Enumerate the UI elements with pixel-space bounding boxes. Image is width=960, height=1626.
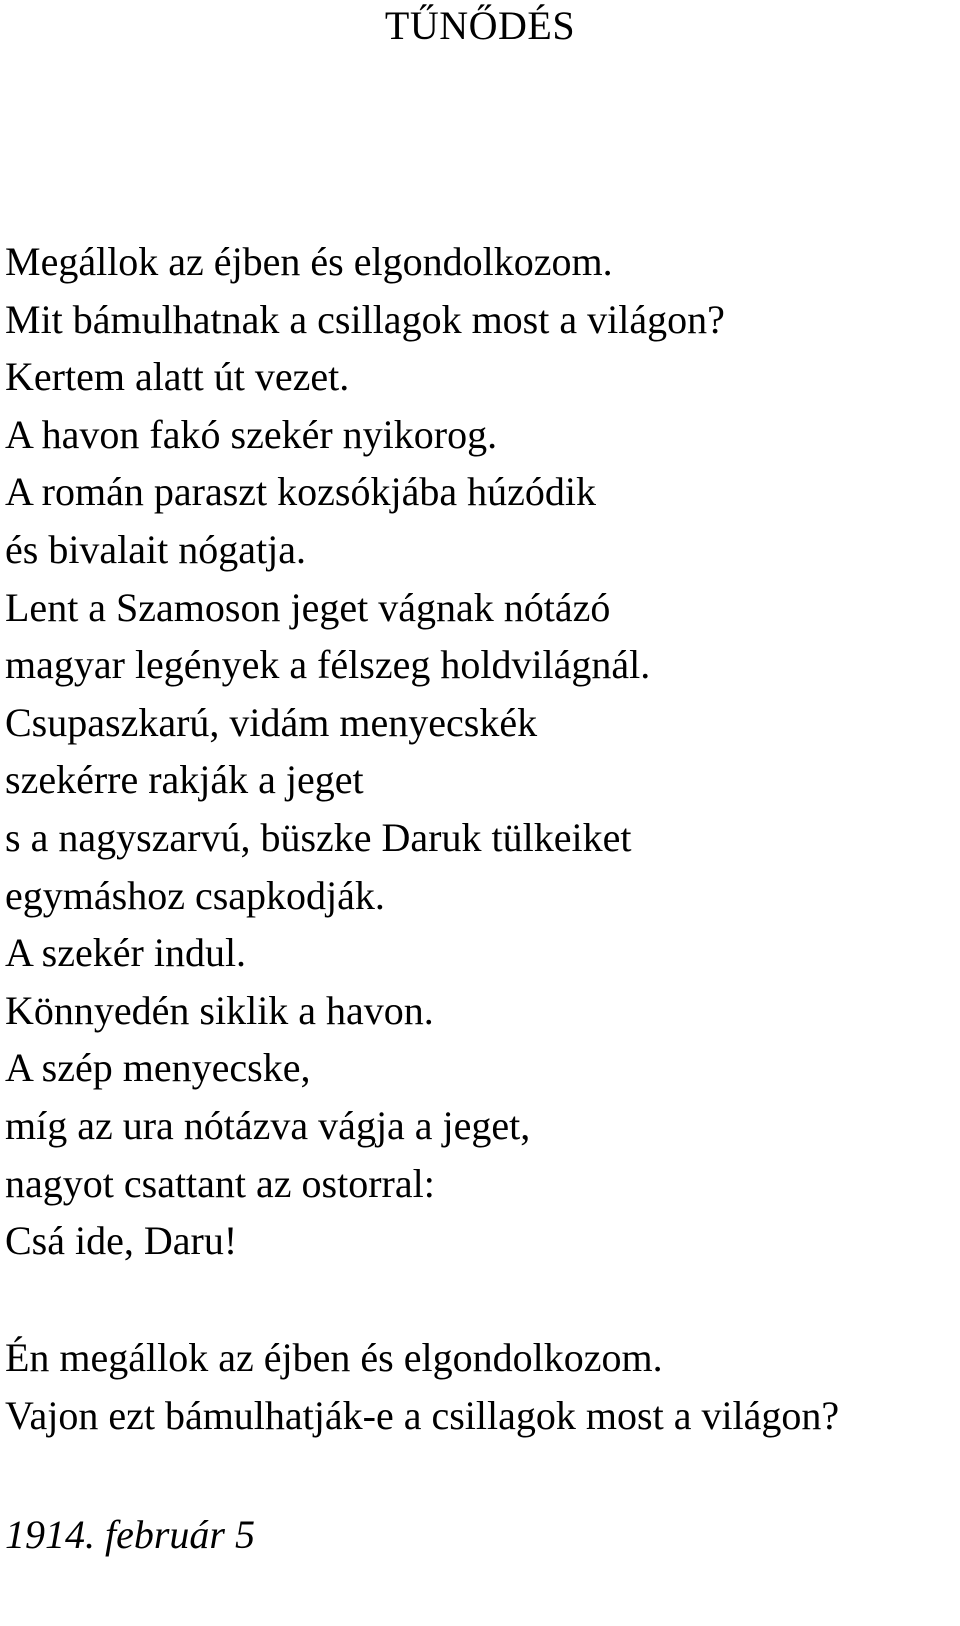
poem-line: A szekér indul. <box>5 930 247 976</box>
poem-line: Kertem alatt út vezet. <box>5 354 350 400</box>
poem-line: Lent a Szamoson jeget vágnak nótázó <box>5 584 611 630</box>
poem-line: magyar legények a félszeg holdvilágnál. <box>5 642 651 688</box>
poem-line: egymáshoz csapkodják. <box>5 872 385 918</box>
poem-line: Csá ide, Daru! <box>5 1218 238 1264</box>
poem-line: Könnyedén siklik a havon. <box>5 987 434 1033</box>
poem-line: Mit bámulhatnak a csillagok most a világon? <box>5 296 725 342</box>
poem-line: A szép menyecske, <box>5 1045 311 1091</box>
poem-line: Megállok az éjben és elgondolkozom. <box>5 239 613 284</box>
poem-line: A román paraszt kozsókjába húzódik <box>5 469 596 515</box>
poem-line: és bivalait nógatja. <box>5 526 307 572</box>
poem-line: szekérre rakják a jeget <box>5 757 364 803</box>
poem-line: Csupaszkarú, vidám menyecskék <box>5 699 538 745</box>
poem-line: Vajon ezt bámulhatják-e a csillagok most a világon? <box>5 1392 840 1438</box>
poem-title: TŰNŐDÉS <box>384 3 576 48</box>
stanza-1 <box>5 233 725 1270</box>
poem-line: s a nagyszarvú, büszke Daruk tülkeiket <box>5 814 632 860</box>
poem-line: nagyot csattant az ostorral: <box>5 1160 435 1206</box>
poem-line: Én megállok az éjben és elgondolkozom. <box>5 1335 663 1380</box>
stanza-2 <box>5 1329 839 1444</box>
poem-date: 1914. február 5 <box>5 1512 255 1557</box>
poem-line: A havon fakó szekér nyikorog. <box>5 411 498 457</box>
poem-line: míg az ura nótázva vágja a jeget, <box>5 1102 531 1148</box>
